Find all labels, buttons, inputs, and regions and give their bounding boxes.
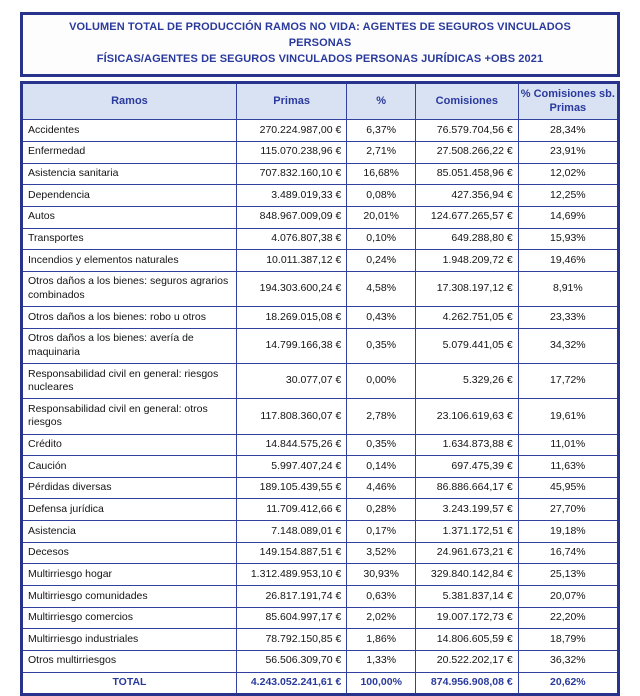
pct-cell: 0,43% (347, 307, 416, 329)
total-pct-sb: 20,62% (518, 672, 618, 695)
table-row (22, 629, 619, 651)
pct-cell: 20,01% (347, 206, 416, 228)
pct-sb-cell: 12,25% (518, 185, 618, 207)
total-pct: 100,00% (347, 672, 416, 695)
comisiones-cell: 14.806.605,59 € (416, 629, 519, 651)
primas-cell: 115.070.238,96 € (236, 141, 346, 163)
column-header-ramos: Ramos (22, 82, 237, 120)
table-row (22, 250, 619, 272)
primas-cell: 3.489.019,33 € (236, 185, 346, 207)
pct-cell: 0,14% (347, 456, 416, 478)
pct-sb-cell: 16,74% (518, 542, 618, 564)
primas-cell: 149.154.887,51 € (236, 542, 346, 564)
ramo-cell: Otros multirriesgos (22, 650, 237, 672)
pct-sb-cell: 36,32% (518, 650, 618, 672)
comisiones-cell: 20.522.202,17 € (416, 650, 519, 672)
table-title (20, 12, 620, 77)
primas-cell: 14.799.166,38 € (236, 328, 346, 363)
total-comisiones: 874.956.908,08 € (416, 672, 519, 695)
total-label: TOTAL (22, 672, 237, 695)
ramo-cell: Crédito (22, 434, 237, 456)
pct-sb-cell: 27,70% (518, 499, 618, 521)
primas-cell: 11.709.412,66 € (236, 499, 346, 521)
table-row (22, 499, 619, 521)
pct-cell: 0,00% (347, 364, 416, 399)
pct-sb-cell: 18,79% (518, 629, 618, 651)
table-row (22, 228, 619, 250)
primas-cell: 10.011.387,12 € (236, 250, 346, 272)
primas-cell: 85.604.997,17 € (236, 607, 346, 629)
ramo-cell: Incendios y elementos naturales (22, 250, 237, 272)
header-row (22, 82, 619, 120)
table-row (22, 185, 619, 207)
primas-cell: 117.808.360,07 € (236, 399, 346, 434)
comisiones-cell: 4.262.751,05 € (416, 307, 519, 329)
pct-cell: 2,02% (347, 607, 416, 629)
table-row (22, 120, 619, 142)
pct-sb-cell: 20,07% (518, 586, 618, 608)
primas-cell: 30.077,07 € (236, 364, 346, 399)
table-row (22, 141, 619, 163)
column-header-pct-comisiones-sb-primas: % Comisiones sb. Primas (518, 82, 618, 120)
ramo-cell: Asistencia (22, 521, 237, 543)
pct-cell: 0,63% (347, 586, 416, 608)
ramo-cell: Multirriesgo industriales (22, 629, 237, 651)
production-table (20, 81, 620, 696)
ramo-cell: Accidentes (22, 120, 237, 142)
ramo-cell: Caución (22, 456, 237, 478)
pct-sb-cell: 25,13% (518, 564, 618, 586)
comisiones-cell: 85.051.458,96 € (416, 163, 519, 185)
table-row (22, 477, 619, 499)
table-row (22, 399, 619, 434)
comisiones-cell: 86.886.664,17 € (416, 477, 519, 499)
pct-sb-cell: 19,46% (518, 250, 618, 272)
pct-sb-cell: 15,93% (518, 228, 618, 250)
pct-cell: 0,35% (347, 434, 416, 456)
table-title-line1: VOLUMEN TOTAL DE PRODUCCIÓN RAMOS NO VIDA: AGENTES DE SEGUROS VINCULADOS PERSONAS (69, 21, 571, 49)
ramo-cell: Asistencia sanitaria (22, 163, 237, 185)
comisiones-cell: 1.948.209,72 € (416, 250, 519, 272)
pct-cell: 0,24% (347, 250, 416, 272)
comisiones-cell: 5.079.441,05 € (416, 328, 519, 363)
pct-cell: 4,46% (347, 477, 416, 499)
pct-sb-cell: 17,72% (518, 364, 618, 399)
ramo-cell: Otros daños a los bienes: seguros agrarios combinados (22, 271, 237, 306)
comisiones-cell: 27.508.266,22 € (416, 141, 519, 163)
comisiones-cell: 1.371.172,51 € (416, 521, 519, 543)
table-row (22, 206, 619, 228)
comisiones-cell: 5.381.837,14 € (416, 586, 519, 608)
table-row (22, 364, 619, 399)
primas-cell: 78.792.150,85 € (236, 629, 346, 651)
comisiones-cell: 76.579.704,56 € (416, 120, 519, 142)
table-row (22, 271, 619, 306)
comisiones-cell: 124.677.265,57 € (416, 206, 519, 228)
comisiones-cell: 329.840.142,84 € (416, 564, 519, 586)
pct-sb-cell: 11,01% (518, 434, 618, 456)
pct-cell: 0,17% (347, 521, 416, 543)
primas-cell: 5.997.407,24 € (236, 456, 346, 478)
pct-sb-cell: 14,69% (518, 206, 618, 228)
pct-cell: 0,08% (347, 185, 416, 207)
ramo-cell: Multirriesgo comercios (22, 607, 237, 629)
column-header-pct: % (347, 82, 416, 120)
pct-cell: 0,35% (347, 328, 416, 363)
comisiones-cell: 427.356,94 € (416, 185, 519, 207)
primas-cell: 1.312.489.953,10 € (236, 564, 346, 586)
table-row (22, 650, 619, 672)
pct-sb-cell: 11,63% (518, 456, 618, 478)
comisiones-cell: 19.007.172,73 € (416, 607, 519, 629)
table-row (22, 564, 619, 586)
pct-sb-cell: 28,34% (518, 120, 618, 142)
primas-cell: 707.832.160,10 € (236, 163, 346, 185)
pct-cell: 3,52% (347, 542, 416, 564)
pct-sb-cell: 45,95% (518, 477, 618, 499)
comisiones-cell: 17.308.197,12 € (416, 271, 519, 306)
pct-cell: 2,78% (347, 399, 416, 434)
pct-cell: 2,71% (347, 141, 416, 163)
primas-cell: 848.967.009,09 € (236, 206, 346, 228)
primas-cell: 56.506.309,70 € (236, 650, 346, 672)
ramo-cell: Autos (22, 206, 237, 228)
table-row (22, 456, 619, 478)
comisiones-cell: 5.329,26 € (416, 364, 519, 399)
primas-cell: 26.817.191,74 € (236, 586, 346, 608)
pct-sb-cell: 8,91% (518, 271, 618, 306)
ramo-cell: Pérdidas diversas (22, 477, 237, 499)
table-row (22, 607, 619, 629)
ramo-cell: Responsabilidad civil en general: otros riesgos (22, 399, 237, 434)
pct-sb-cell: 23,91% (518, 141, 618, 163)
pct-cell: 1,86% (347, 629, 416, 651)
comisiones-cell: 3.243.199,57 € (416, 499, 519, 521)
table-row (22, 521, 619, 543)
pct-cell: 16,68% (347, 163, 416, 185)
column-header-comisiones: Comisiones (416, 82, 519, 120)
pct-cell: 30,93% (347, 564, 416, 586)
total-row (22, 672, 619, 695)
pct-cell: 4,58% (347, 271, 416, 306)
primas-cell: 7.148.089,01 € (236, 521, 346, 543)
comisiones-cell: 23.106.619,63 € (416, 399, 519, 434)
pct-cell: 0,28% (347, 499, 416, 521)
table-row (22, 586, 619, 608)
comisiones-cell: 24.961.673,21 € (416, 542, 519, 564)
ramo-cell: Multirriesgo comunidades (22, 586, 237, 608)
ramo-cell: Decesos (22, 542, 237, 564)
ramo-cell: Multirriesgo hogar (22, 564, 237, 586)
ramo-cell: Transportes (22, 228, 237, 250)
pct-sb-cell: 23,33% (518, 307, 618, 329)
pct-cell: 0,10% (347, 228, 416, 250)
primas-cell: 18.269.015,08 € (236, 307, 346, 329)
table-row (22, 307, 619, 329)
table-title-line2: FÍSICAS/AGENTES DE SEGUROS VINCULADOS PERSONAS JURÍDICAS +OBS 2021 (96, 52, 544, 65)
primas-cell: 14.844.575,26 € (236, 434, 346, 456)
pct-cell: 1,33% (347, 650, 416, 672)
column-header-primas: Primas (236, 82, 346, 120)
comisiones-cell: 1.634.873,88 € (416, 434, 519, 456)
table-row (22, 434, 619, 456)
ramo-cell: Enfermedad (22, 141, 237, 163)
total-primas: 4.243.052.241,61 € (236, 672, 346, 695)
primas-cell: 4.076.807,38 € (236, 228, 346, 250)
ramo-cell: Responsabilidad civil en general: riesgos nucleares (22, 364, 237, 399)
table-row (22, 328, 619, 363)
pct-sb-cell: 12,02% (518, 163, 618, 185)
ramo-cell: Otros daños a los bienes: avería de maquinaria (22, 328, 237, 363)
comisiones-cell: 649.288,80 € (416, 228, 519, 250)
pct-sb-cell: 19,18% (518, 521, 618, 543)
ramo-cell: Dependencia (22, 185, 237, 207)
ramo-cell: Defensa jurídica (22, 499, 237, 521)
table-row (22, 163, 619, 185)
pct-cell: 6,37% (347, 120, 416, 142)
pct-sb-cell: 34,32% (518, 328, 618, 363)
primas-cell: 194.303.600,24 € (236, 271, 346, 306)
pct-sb-cell: 19,61% (518, 399, 618, 434)
primas-cell: 270.224.987,00 € (236, 120, 346, 142)
primas-cell: 189.105.439,55 € (236, 477, 346, 499)
table-row (22, 542, 619, 564)
ramo-cell: Otros daños a los bienes: robo u otros (22, 307, 237, 329)
pct-sb-cell: 22,20% (518, 607, 618, 629)
comisiones-cell: 697.475,39 € (416, 456, 519, 478)
